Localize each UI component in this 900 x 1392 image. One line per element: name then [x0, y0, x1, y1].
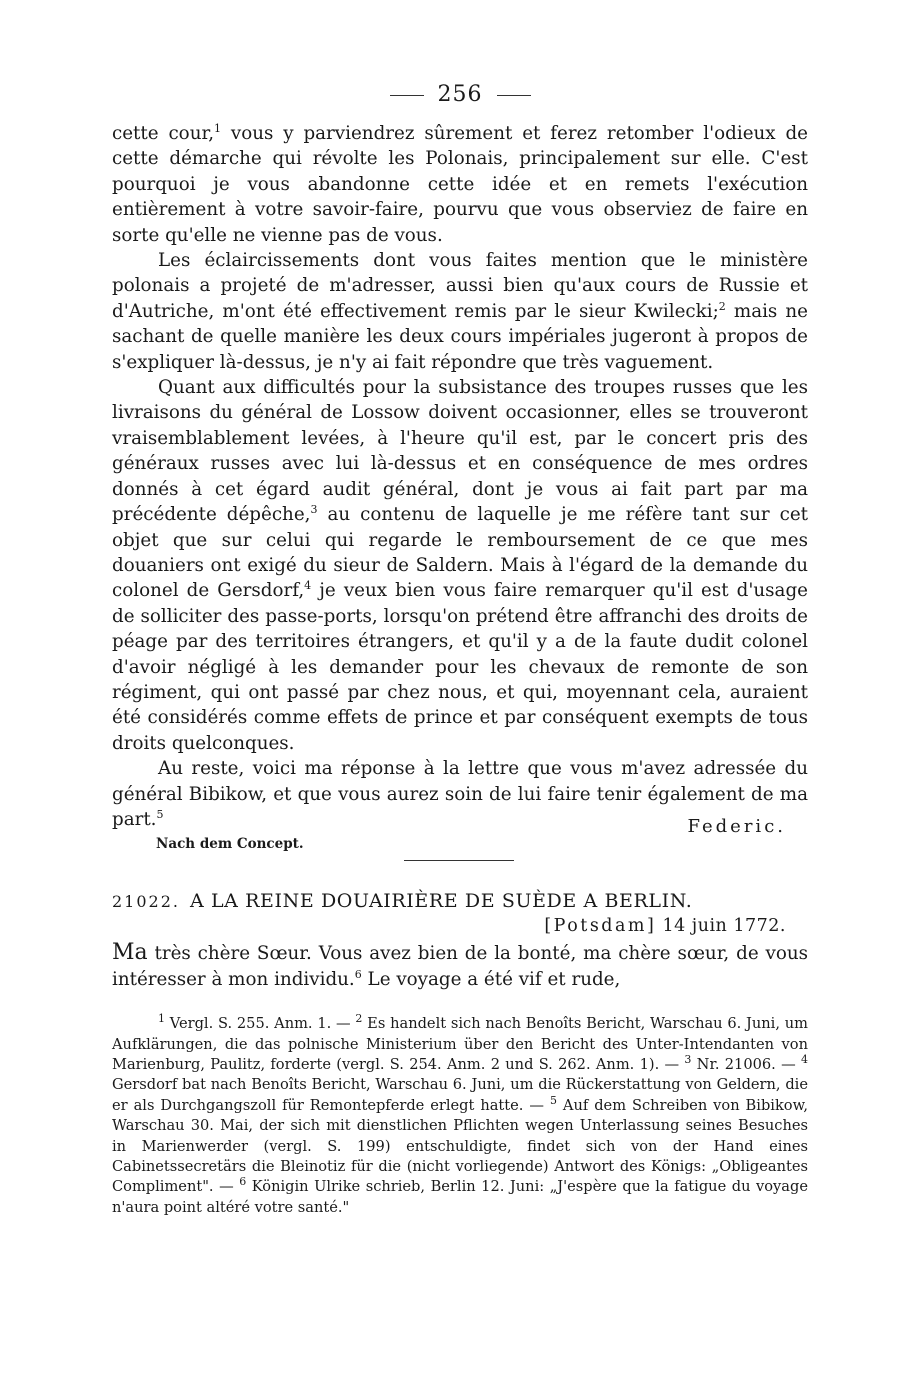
place-date [112, 916, 786, 936]
footnote-ref-4: 4 [304, 579, 312, 593]
footnotes [112, 1014, 808, 1218]
text-run: Nr. 21006. — [691, 1056, 801, 1073]
document-date: 14 juin 1772. [662, 916, 786, 937]
letter-paragraph-1 [112, 121, 808, 248]
footnote-ref-5: 5 [156, 807, 164, 821]
letter-paragraph-2 [112, 248, 808, 375]
footnote-ref-6: 6 [239, 1175, 247, 1189]
text-run: Es handelt sich nach Benoîts Bericht, Warschau 6. Juni, um Aufklärungen, die das polnische Ministerium über den Bericht des Unter-Intendanten von Marienburg, Paulitz, forderte (vergl. S. 254. Anm. 2 und S. 262. Anm. 1). — [112, 1015, 808, 1073]
text-run: Quant aux difficultés pour la subsistance des troupes russes que les livraisons du général de Lossow doivent occasionner, elles se trouveront vraisemblablement levées, à l'heure qu'il est, par le concert pris des généraux russes avec lui là-dessus et en conséquence de mes ordres donnés à cet égard audit général, dont je vous ai fait part par ma précédente dépêche, [112, 377, 808, 526]
document-opening [112, 940, 808, 992]
opening-first-word: Ma [112, 940, 148, 966]
header-dash-right [497, 95, 531, 96]
document-title [112, 890, 808, 912]
text-run: je veux bien vous faire remarquer qu'il est d'usage de solliciter des passe-ports, lorsqu'on prétend être affranchi des droits de péage par des territoires étrangers, et qu'il y a de la faute dudit colonel d'avoir négligé à les demander pour les chevaux de remonte de son régiment, qui ont passé par chez nous, et qui, moyennant cela, auraient été considérés comme effets de prince et par conséquent exempts de tous droits quelconques. [112, 580, 808, 754]
footnotes-text [112, 1014, 808, 1218]
text-run: Les éclaircissements dont vous faites mention que le ministère polonais a projeté de m'adresser, aussi bien qu'aux cours de Russie et d'Autriche, m'ont été effectivement remis par le sieur Kwilecki; [112, 250, 808, 322]
footnote-ref-4: 4 [801, 1053, 808, 1067]
document-number: 21022. [112, 892, 180, 912]
opening-text: très chère Sœur. Vous avez bien de la bonté, ma chère sœur, de vous intéresser à mon individu. [112, 943, 808, 990]
source-note: Nach dem Concept. [156, 836, 304, 853]
footnote-ref-2: 2 [718, 299, 726, 313]
section-divider [404, 860, 514, 861]
signature: Federic. [687, 816, 786, 838]
header-dash-left [390, 95, 424, 96]
text-run: au contenu de laquelle je me réfère tant sur cet objet que sur celui qui regarde le remboursement de ce que mes douaniers ont exigé du sieur de Saldern. Mais à l'égard de la demande du colonel de Gersdorf, [112, 504, 808, 602]
footnote-ref-3: 3 [684, 1053, 692, 1067]
page-header [112, 82, 808, 107]
footnote-ref-5: 5 [549, 1093, 557, 1107]
text-run: vous y parviendrez sûrement et ferez retomber l'odieux de cette démarche qui révolte les Polonais, principalement sur elle. C'est pourquoi je vous abandonne cette idée et en remets l'exécution entièrement à votre savoir-faire, pourvu que vous observiez de faire en sorte qu'elle ne vienne pas de vous. [112, 123, 808, 246]
document-page [112, 82, 808, 1218]
opening-tail: Le voyage a été vif et rude, [361, 968, 621, 990]
document-place: [Potsdam] [544, 916, 657, 937]
footnote-ref-2: 2 [355, 1012, 363, 1026]
letter-closing [112, 816, 808, 862]
text-run: Gersdorf bat nach Benoîts Bericht, Warschau 6. Juni, um die Rückerstattung von Geldern, die er als Durchgangszoll für Remontepferde erlegt hatte. — [112, 1076, 808, 1114]
footnote-ref-6: 6 [354, 967, 362, 981]
page-number: 256 [437, 82, 483, 107]
text-run: Königin Ulrike schrieb, Berlin 12. Juni: „J'espère que la fatigue du voyage n'aura point altéré votre santé." [112, 1178, 808, 1216]
text-run: mais ne sachant de quelle manière les deux cours impériales jugeront à propos de s'expliquer là-dessus, je n'y ai fait répondre que très vaguement. [112, 300, 808, 373]
footnote-ref-3: 3 [310, 503, 318, 516]
footnote-ref-1: 1 [214, 121, 222, 135]
text-run: Au reste, voici ma réponse à la lettre que vous m'avez adressée du général Bibikow, et que vous aurez soin de lui faire tenir également de ma part. [112, 758, 808, 830]
text-run: Vergl. S. 255. Anm. 1. — [165, 1015, 356, 1033]
letter-paragraph-3 [112, 375, 808, 756]
text-run: cette cour, [112, 123, 215, 144]
footnote-ref-1: 1 [158, 1012, 165, 1026]
document-heading: A LA REINE DOUAIRIÈRE DE SUÈDE A BERLIN. [189, 890, 693, 913]
text-run: Auf dem Schreiben von Bibikow, Warschau 30. Mai, der sich mit dienstlichen Pflichten wegen Unterlassung seines Besuches in Marienwerder (vergl. S. 199) entschuldigte, findet sich von der Hand eines Cabinetssecretärs die Bleinotiz für die (nicht vorliegende) Antwort des Königs: „Obligeantes Compliment". — [112, 1096, 808, 1196]
